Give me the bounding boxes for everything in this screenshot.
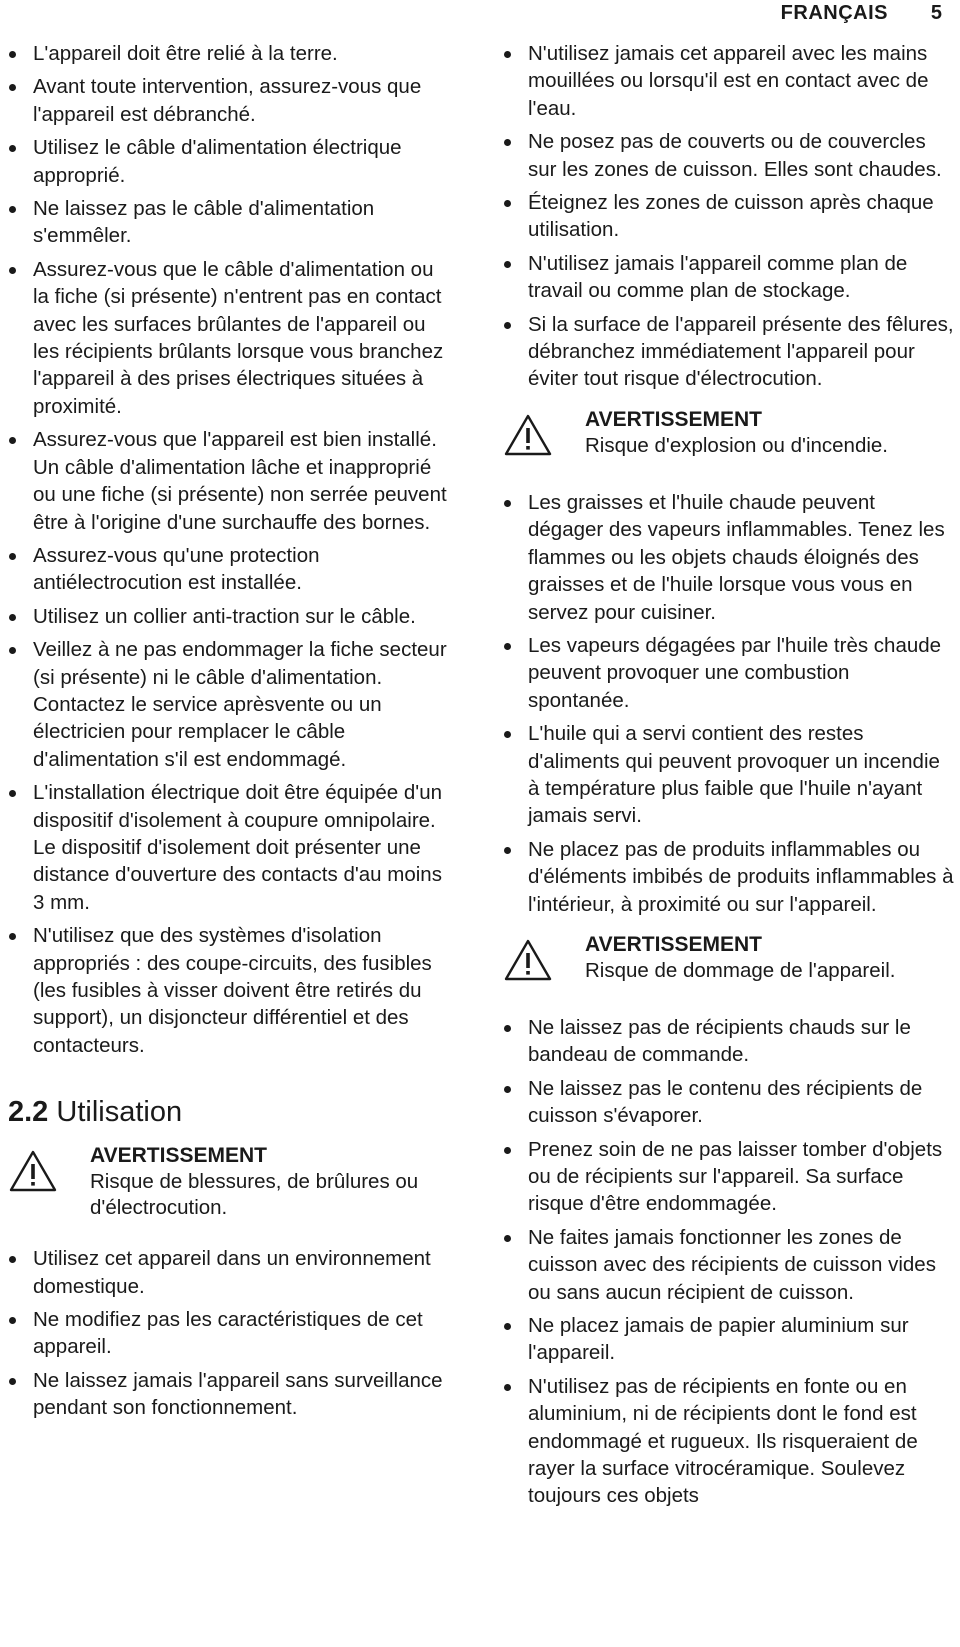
warning-text: Risque d'explosion ou d'incendie. [585,433,889,457]
list-item: N'utilisez que des systèmes d'isolation appropriés : des coupe-circuits, des fusibles (les fusibles à visser doivent être retirés du support), un disjoncteur différentiel et des contacteurs. [8,922,454,1059]
left-column [8,40,454,1428]
list-item: Éteignez les zones de cuisson après chaque utilisation. [503,189,955,244]
warning-triangle-icon [503,938,553,982]
list-item: Utilisez le câble d'alimentation électrique approprié. [8,134,454,189]
safety-list-usage-continued [503,40,955,393]
warning-triangle-icon [503,413,553,457]
page-header [0,2,960,26]
warning-text: Risque de dommage de l'appareil. [585,958,896,982]
safety-list-damage [503,1014,955,1510]
list-item: N'utilisez pas de récipients en fonte ou en aluminium, ni de récipients dont le fond est endommagé et rugueux. Ils risqueraient de rayer la surface vitrocéramique. Soulevez toujours ces objets [503,1373,955,1510]
list-item: Assurez-vous que le câble d'alimentation ou la fiche (si présente) n'entrent pas en contact avec les surfaces brûlantes de l'appareil ou les récipients brûlants lorsque vous branchez l'appareil à des prises électriques situées à proximité. [8,256,454,420]
warning-triangle-icon [8,1149,58,1193]
list-item: Ne laissez pas de récipients chauds sur le bandeau de commande. [503,1014,955,1069]
warning-box-fire [503,407,955,465]
list-item: Les vapeurs dégagées par l'huile très chaude peuvent provoquer une combustion spontanée. [503,632,955,714]
list-item: Ne faites jamais fonctionner les zones de cuisson avec des récipients de cuisson vides ou sans aucun récipient de cuisson. [503,1224,955,1306]
list-item: Ne placez jamais de papier aluminium sur l'appareil. [503,1312,955,1367]
section-heading [8,1095,454,1129]
list-item: Ne posez pas de couverts ou de couvercles sur les zones de cuisson. Elles sont chaudes. [503,128,955,183]
warning-box-damage [503,932,955,990]
list-item: Si la surface de l'appareil présente des fêlures, débranchez immédiatement l'appareil pour éviter tout risque d'électrocution. [503,311,955,393]
list-item: Utilisez un collier anti-traction sur le câble. [8,603,454,630]
list-item: Utilisez cet appareil dans un environnement domestique. [8,1245,454,1300]
list-item: Ne laissez pas le câble d'alimentation s'emmêler. [8,195,454,250]
right-column [503,40,955,1516]
warning-title: AVERTISSEMENT [90,1144,267,1168]
list-item: Assurez-vous que l'appareil est bien installé. Un câble d'alimentation lâche et inapproprié ou une fiche (si présente) non serrée peuvent être à l'origine d'une surchauffe des bornes. [8,426,454,536]
list-item: Ne modifiez pas les caractéristiques de cet appareil. [8,1306,454,1361]
safety-list-fire [503,489,955,918]
list-item: Ne placez pas de produits inflammables ou d'éléments imbibés de produits inflammables à l'intérieur, à proximité ou sur l'appareil. [503,836,955,918]
list-item: Assurez-vous qu'une protection antiélectrocution est installée. [8,542,454,597]
section-number: 2.2 [8,1096,49,1129]
list-item: L'installation électrique doit être équipée d'un dispositif d'isolement à coupure omnipolaire. Le dispositif d'isolement doit présenter une distance d'ouverture des contacts d'au moins 3 mm. [8,779,454,916]
language-label: FRANÇAIS [780,2,888,24]
warning-title: AVERTISSEMENT [585,932,762,956]
warning-box [8,1143,454,1221]
section-title: Utilisation [56,1096,183,1129]
safety-list-electrical [8,40,454,1059]
list-item: Prenez soin de ne pas laisser tomber d'objets ou de récipients sur l'appareil. Sa surface risque d'être endommagée. [503,1136,955,1218]
list-item: L'appareil doit être relié à la terre. [8,40,454,67]
list-item: Veillez à ne pas endommager la fiche secteur (si présente) ni le câble d'alimentation. Contactez le service aprèsvente ou un électricien pour remplacer le câble d'alimentation s'il est endommagé. [8,636,454,773]
list-item: L'huile qui a servi contient des restes d'aliments qui peuvent provoquer un incendie à température plus faible que l'huile n'ayant jamais servi. [503,720,955,830]
list-item: N'utilisez jamais cet appareil avec les mains mouillées ou lorsqu'il est en contact avec de l'eau. [503,40,955,122]
list-item: N'utilisez jamais l'appareil comme plan de travail ou comme plan de stockage. [503,250,955,305]
page-number: 5 [930,2,942,24]
warning-text: Risque de blessures, de brûlures ou d'électrocution. [90,1170,419,1220]
list-item: Ne laissez jamais l'appareil sans surveillance pendant son fonctionnement. [8,1367,454,1422]
list-item: Ne laissez pas le contenu des récipients de cuisson s'évaporer. [503,1075,955,1130]
list-item: Les graisses et l'huile chaude peuvent dégager des vapeurs inflammables. Tenez les flammes ou les objets chauds éloignés des graisses et de l'huile lorsque vous vous en servez pour cuisiner. [503,489,955,626]
safety-list-usage [8,1245,454,1421]
warning-title: AVERTISSEMENT [585,407,762,431]
list-item: Avant toute intervention, assurez-vous que l'appareil est débranché. [8,73,454,128]
